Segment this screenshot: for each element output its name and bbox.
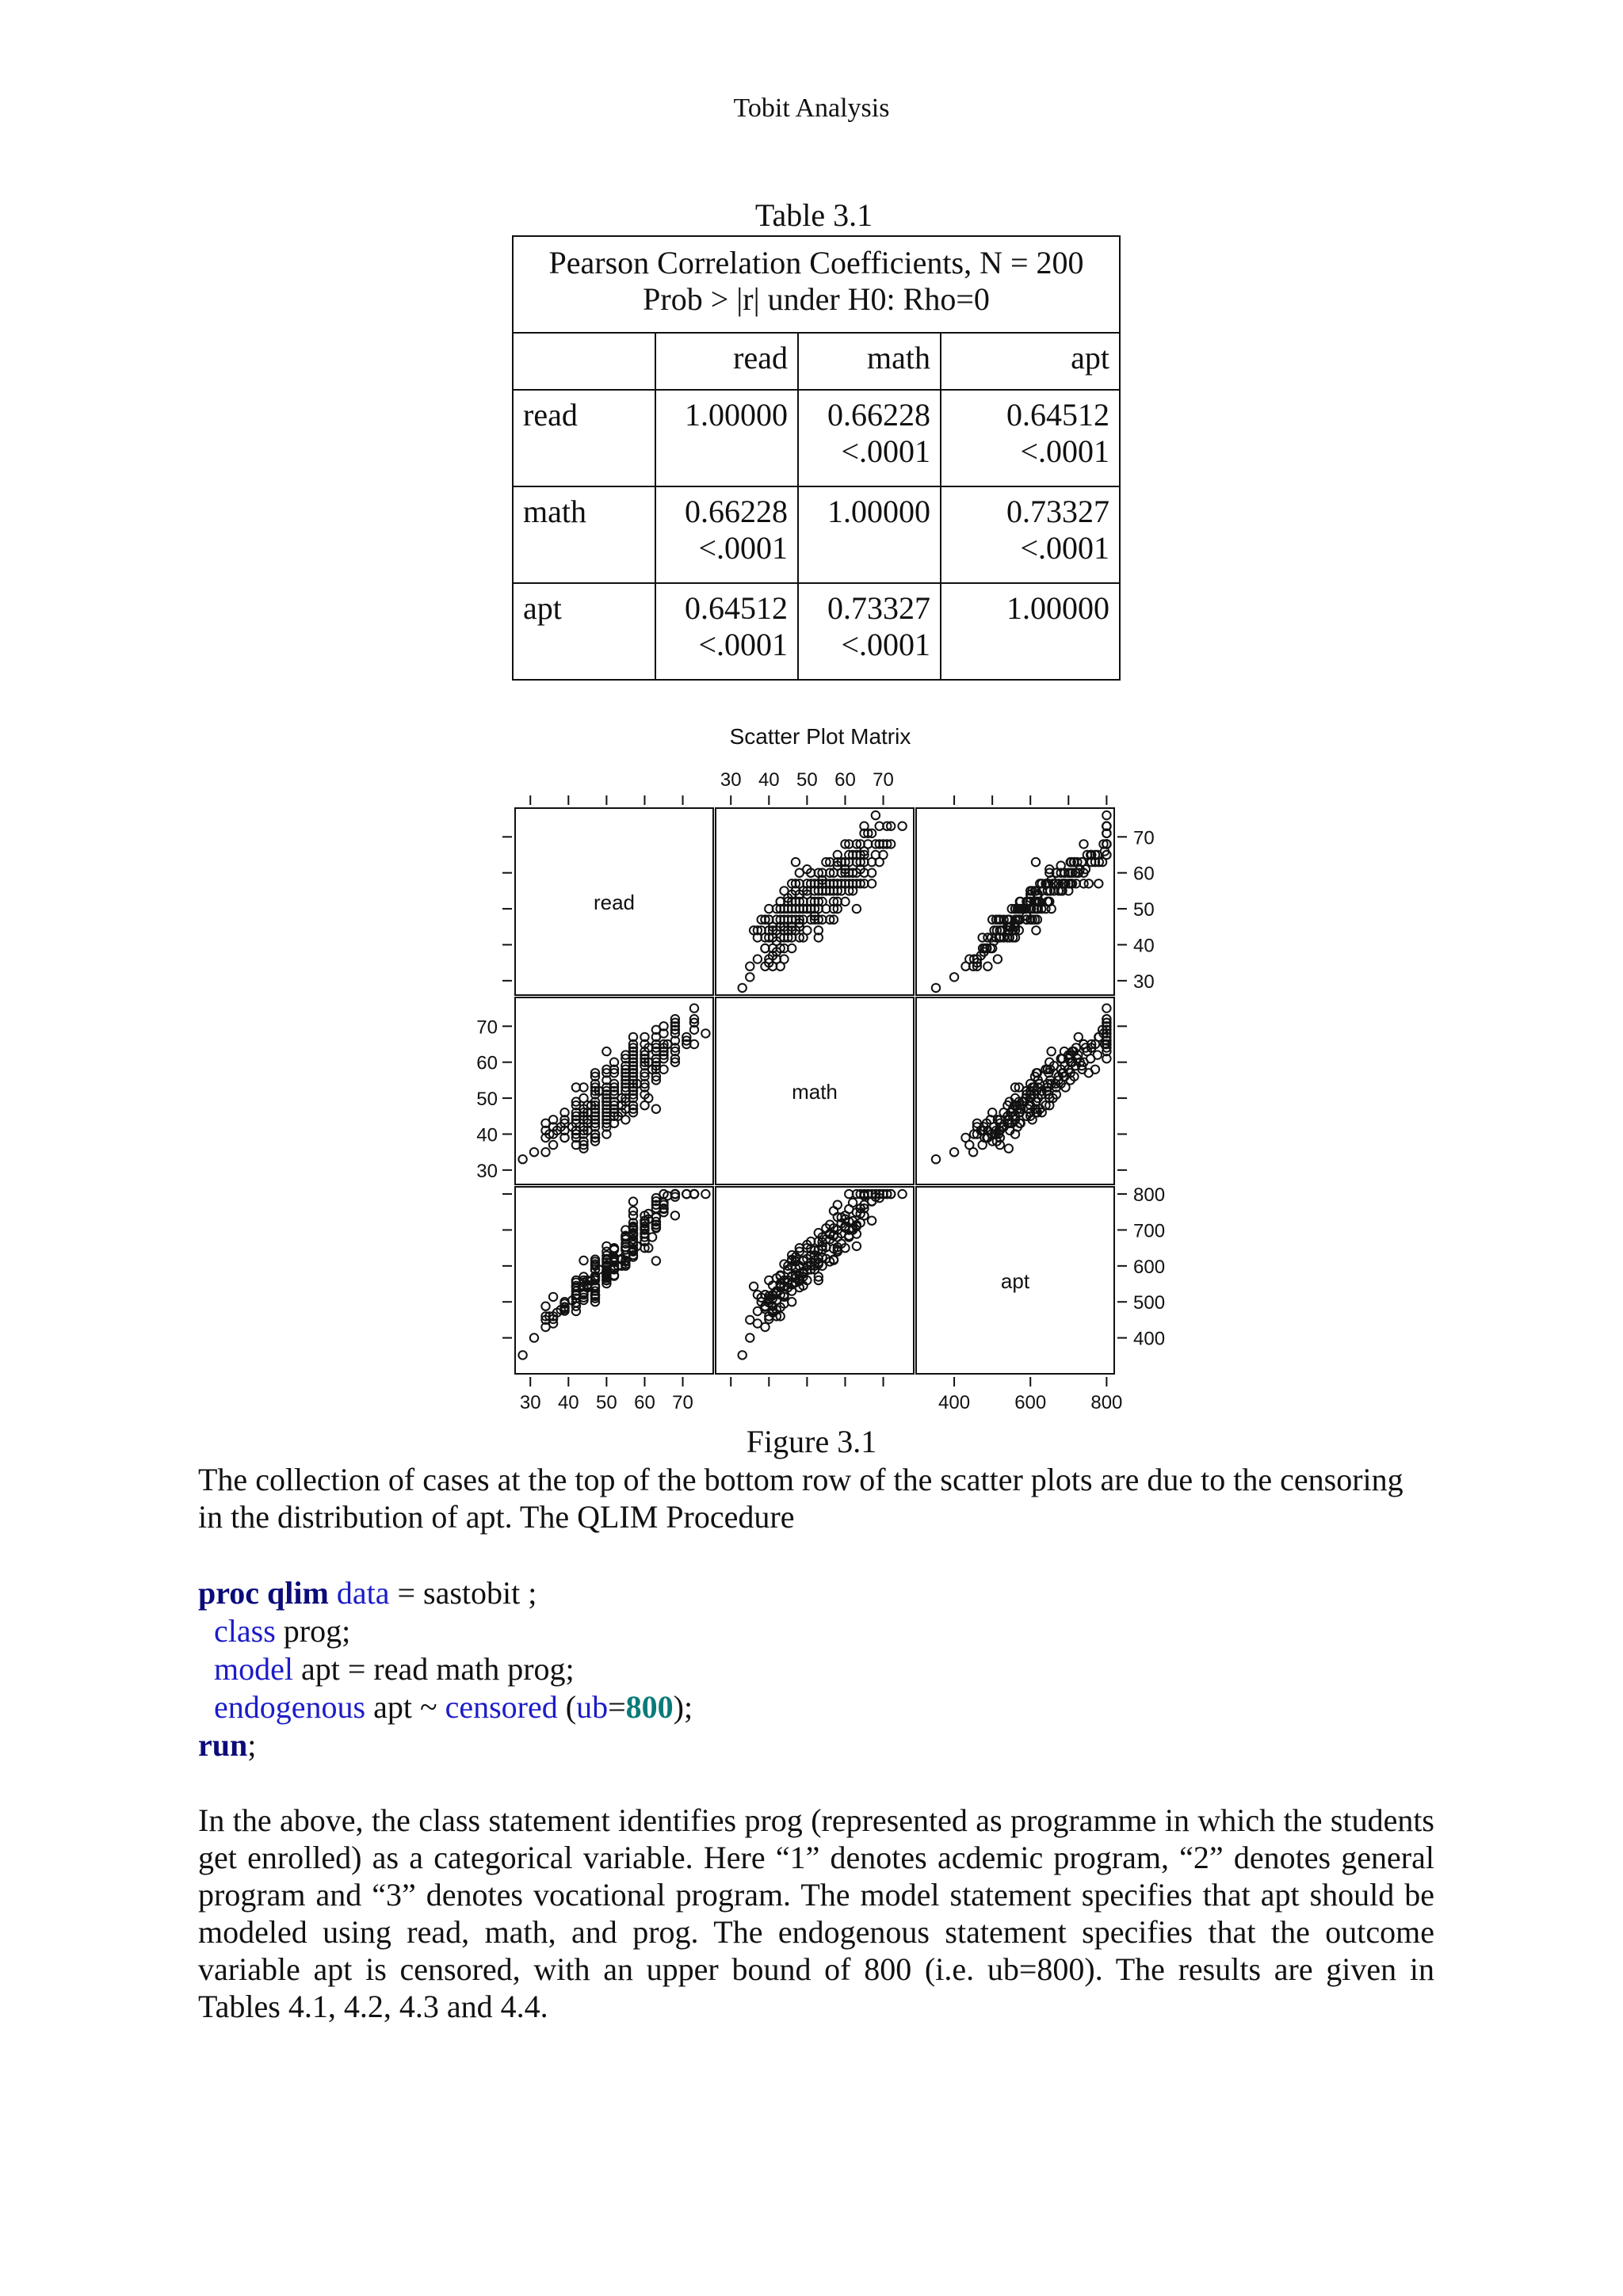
correlation-value: 0.64512 xyxy=(1006,397,1110,433)
tick-label: 40 xyxy=(557,1392,579,1413)
code-text: ( xyxy=(557,1689,577,1725)
tick-label: 30 xyxy=(519,1392,541,1413)
tick-label: 40 xyxy=(1133,935,1155,957)
data-point xyxy=(530,1148,538,1156)
tick-label: 800 xyxy=(1133,1184,1166,1207)
correlation-value: 0.73327 xyxy=(827,590,930,626)
data-point xyxy=(754,955,762,963)
data-point xyxy=(746,1333,754,1341)
data-point xyxy=(961,1134,969,1142)
table-title-line1: Pearson Correlation Coefficients, N = 200 xyxy=(548,245,1084,280)
data-point xyxy=(983,963,991,971)
tick-label: 500 xyxy=(1133,1292,1166,1314)
table-caption: Table 3.1 xyxy=(754,197,873,233)
data-point xyxy=(1005,1144,1013,1152)
code-text: ; xyxy=(247,1727,257,1763)
data-point xyxy=(853,1242,861,1250)
data-point xyxy=(1094,1051,1102,1058)
row-label: math xyxy=(513,486,655,583)
tick-label: 400 xyxy=(1133,1328,1166,1350)
data-point xyxy=(1032,858,1040,866)
tick-label: 600 xyxy=(1014,1392,1047,1413)
p-value: <.0001 xyxy=(841,433,930,469)
data-point xyxy=(621,1116,629,1123)
data-point xyxy=(872,811,880,819)
data-point xyxy=(701,1029,709,1037)
variable-label: read xyxy=(593,891,636,914)
code-text: apt ~ xyxy=(365,1689,445,1725)
data-point xyxy=(746,963,754,971)
data-point xyxy=(932,1155,940,1163)
code-number: 800 xyxy=(625,1689,674,1725)
table-cell xyxy=(941,583,1120,680)
correlation-value: 0.64512 xyxy=(685,590,788,626)
data-point xyxy=(579,1257,587,1264)
row-label: read xyxy=(513,390,655,486)
data-point xyxy=(629,1197,637,1205)
data-point xyxy=(1048,1047,1056,1055)
tick-label: 40 xyxy=(758,769,780,791)
variable-label: apt xyxy=(1000,1269,1030,1293)
tick-label: 40 xyxy=(476,1124,498,1146)
column-header: read xyxy=(655,333,798,390)
data-point xyxy=(518,1155,526,1163)
code-option: endogenous xyxy=(214,1689,366,1725)
code-option: data xyxy=(328,1575,390,1611)
correlation-value: 0.66228 xyxy=(827,397,930,433)
data-point xyxy=(530,1333,538,1341)
data-point xyxy=(640,1101,648,1109)
data-point xyxy=(652,1257,660,1264)
data-point xyxy=(739,1351,747,1359)
code-option: ub xyxy=(576,1689,609,1725)
data-point xyxy=(1075,1033,1083,1041)
data-point xyxy=(834,1201,842,1209)
data-point xyxy=(1102,1004,1110,1012)
table-title-line2: Prob > |r| under H0: Rho=0 xyxy=(643,281,990,317)
data-point xyxy=(898,1190,906,1198)
data-point xyxy=(898,822,906,830)
tick-label: 70 xyxy=(476,1016,498,1039)
table-cell xyxy=(941,390,1120,486)
data-point xyxy=(950,973,958,981)
data-point xyxy=(1032,926,1040,934)
data-point xyxy=(761,1323,769,1331)
code-line-endogenous xyxy=(198,1688,693,1726)
code-line-class xyxy=(198,1612,693,1650)
table-row xyxy=(513,486,1120,583)
code-option: censored xyxy=(445,1689,558,1725)
data-point xyxy=(579,1094,587,1102)
tick-label: 60 xyxy=(476,1052,498,1074)
sas-code-block xyxy=(198,1574,693,1764)
tick-label: 50 xyxy=(1133,899,1155,921)
code-line-run xyxy=(198,1726,693,1764)
table-cell xyxy=(941,486,1120,583)
figure-caption: Figure 3.1 xyxy=(746,1424,877,1459)
table-cell xyxy=(655,583,798,680)
data-point xyxy=(549,1141,557,1149)
code-option: model xyxy=(214,1651,293,1687)
data-point xyxy=(950,1148,958,1156)
tick-label: 70 xyxy=(873,769,894,791)
data-point xyxy=(853,905,861,913)
data-point xyxy=(541,1302,549,1310)
table-row xyxy=(513,583,1120,680)
code-text: prog; xyxy=(275,1613,351,1649)
running-header: Tobit Analysis xyxy=(733,93,890,123)
table-cell xyxy=(798,583,941,680)
data-point xyxy=(868,1217,876,1225)
p-value: <.0001 xyxy=(698,530,788,566)
tick-label: 50 xyxy=(596,1392,617,1413)
tick-label: 30 xyxy=(476,1160,498,1182)
data-point xyxy=(788,1298,796,1306)
table-cell xyxy=(798,486,941,583)
data-point xyxy=(1102,811,1110,819)
corner-cell xyxy=(513,333,655,390)
data-point xyxy=(1091,1066,1099,1074)
code-keyword: run xyxy=(198,1727,248,1763)
data-point xyxy=(1079,840,1087,848)
table-cell xyxy=(655,486,798,583)
tick-label: 50 xyxy=(476,1089,498,1111)
correlation-value: 0.66228 xyxy=(685,494,788,529)
data-point xyxy=(792,858,800,866)
data-point xyxy=(518,1351,526,1359)
table-cell xyxy=(655,390,798,486)
data-point xyxy=(803,926,811,934)
data-point xyxy=(796,869,804,877)
code-text: = sastobit ; xyxy=(389,1575,537,1611)
code-text: apt = read math prog; xyxy=(292,1651,575,1687)
p-value: <.0001 xyxy=(698,627,788,662)
column-header: apt xyxy=(941,333,1120,390)
data-point xyxy=(671,1211,679,1219)
tick-label: 60 xyxy=(1133,863,1155,885)
code-line-model xyxy=(198,1650,693,1688)
data-point xyxy=(549,1293,557,1301)
data-point xyxy=(750,1283,758,1291)
row-label: apt xyxy=(513,583,655,680)
tick-label: 400 xyxy=(938,1392,971,1413)
data-point xyxy=(780,887,788,894)
code-line-proc xyxy=(198,1574,693,1612)
data-point xyxy=(690,1004,698,1012)
scatter-plot-matrix xyxy=(444,717,1166,1414)
paragraph-censoring-note: The collection of cases at the top of the bottom row of the scatter plots are due to the censoring in the distribution of apt. The QLIM Procedure xyxy=(198,1462,1403,1535)
correlation-table xyxy=(512,235,1121,681)
correlation-value: 0.73327 xyxy=(1006,494,1110,529)
tick-label: 600 xyxy=(1133,1256,1166,1278)
data-point xyxy=(652,1105,660,1113)
tick-label: 70 xyxy=(672,1392,693,1413)
code-text: ); xyxy=(673,1689,693,1725)
tick-label: 700 xyxy=(1133,1220,1166,1242)
correlation-value: 1.00000 xyxy=(685,397,788,433)
chart-title: Scatter Plot Matrix xyxy=(729,724,911,749)
tick-label: 70 xyxy=(1133,827,1155,849)
data-point xyxy=(602,1047,610,1055)
variable-label: math xyxy=(792,1080,838,1104)
table-cell xyxy=(798,390,941,486)
code-option: class xyxy=(214,1613,276,1649)
data-point xyxy=(541,1148,549,1156)
column-header: math xyxy=(798,333,941,390)
correlation-value: 1.00000 xyxy=(1006,590,1110,626)
data-point xyxy=(994,955,1002,963)
data-point xyxy=(1094,879,1102,887)
table-row xyxy=(513,390,1120,486)
p-value: <.0001 xyxy=(841,627,930,662)
data-point xyxy=(849,1199,857,1207)
p-value: <.0001 xyxy=(1020,530,1110,566)
tick-label: 800 xyxy=(1090,1392,1123,1413)
data-point xyxy=(701,1190,709,1198)
table-title xyxy=(513,236,1120,333)
p-value: <.0001 xyxy=(1020,433,1110,469)
tick-label: 30 xyxy=(1133,971,1155,993)
data-point xyxy=(932,984,940,992)
paragraph-explanation: In the above, the class statement identifies prog (represented as programme in which the students get enrolled) as a categorical variable. Here “1” denotes acdemic program, “2” denotes general program and “3” denotes vocational program. The model statement specifies that apt should be modeled using read, math, and prog. The endogenous statement specifies that the outcome variable apt is censored, with an upper bound of 800 (i.e. ub=800). The results are given in Tables 4.1, 4.2, 4.3 and 4.4. xyxy=(198,1802,1434,2024)
code-text: = xyxy=(608,1689,626,1725)
correlation-value: 1.00000 xyxy=(827,494,930,529)
tick-label: 60 xyxy=(834,769,856,791)
tick-label: 50 xyxy=(796,769,818,791)
tick-label: 30 xyxy=(720,769,742,791)
data-point xyxy=(739,984,747,992)
data-point xyxy=(746,973,754,981)
code-keyword: proc qlim xyxy=(198,1575,329,1611)
tick-label: 60 xyxy=(634,1392,655,1413)
